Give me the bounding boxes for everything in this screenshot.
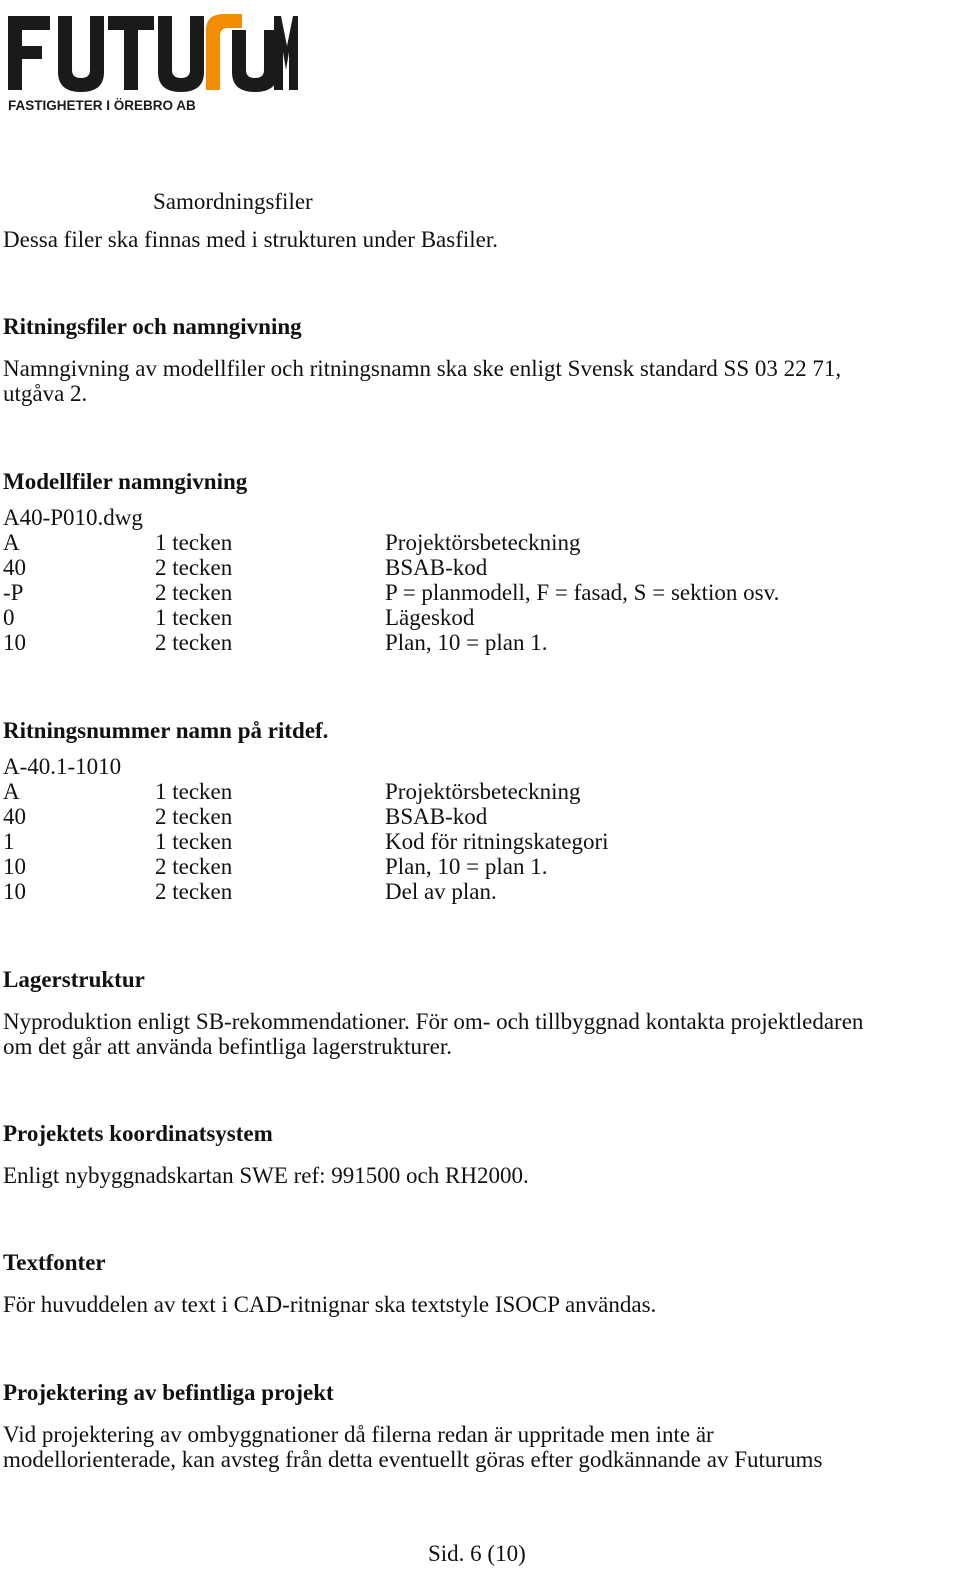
modellfiler-row-code: A [3,530,20,555]
ritningsnummer-row-length: 2 tecken [155,804,233,829]
modellfiler-row-length: 2 tecken [155,580,233,605]
heading-lagerstruktur: Lagerstruktur [3,967,145,992]
modellfiler-row-code: 10 [3,630,26,655]
modellfiler-row-description: BSAB-kod [385,555,488,580]
heading-textfonter: Textfonter [3,1250,106,1275]
lagerstruktur-text-line2: om det går att använda befintliga lagerstrukturer. [3,1034,452,1059]
ritningsnummer-row-code: 40 [3,804,26,829]
modellfiler-row-code: 40 [3,555,26,580]
ritningsnummer-row-length: 1 tecken [155,829,233,854]
modellfiler-row-length: 2 tecken [155,630,233,655]
befintliga-text-line2: modellorienterade, kan avsteg från detta eventuellt göras efter godkännande av Futurums [3,1447,823,1472]
ritningsnummer-row-description: BSAB-kod [385,804,488,829]
koordinatsystem-text: Enligt nybyggnadskartan SWE ref: 991500 och RH2000. [3,1163,529,1188]
heading-befintliga-projekt: Projektering av befintliga projekt [3,1380,334,1405]
page-number: Sid. 6 (10) [428,1541,526,1566]
ritningsnummer-row-description: Kod för ritningskategori [385,829,609,854]
heading-ritningsnummer: Ritningsnummer namn på ritdef. [3,718,329,743]
modellfiler-row-code: 0 [3,605,15,630]
ritningsnummer-row-length: 1 tecken [155,779,233,804]
section-title-samordningsfiler: Samordningsfiler [153,189,313,214]
ritningsnummer-row-code: 1 [3,829,15,854]
modellfiler-row-description: Lägeskod [385,605,475,630]
ritningsnummer-row-description: Del av plan. [385,879,497,904]
heading-ritningsfiler: Ritningsfiler och namngivning [3,314,302,339]
befintliga-text-line1: Vid projektering av ombyggnationer då filerna redan är uppritade men inte är [3,1422,714,1447]
ritningsnummer-row-length: 2 tecken [155,854,233,879]
heading-koordinatsystem: Projektets koordinatsystem [3,1121,273,1146]
modellfiler-example: A40-P010.dwg [3,505,143,530]
ritningsnummer-row-description: Projektörsbeteckning [385,779,581,804]
modellfiler-row-length: 2 tecken [155,555,233,580]
lagerstruktur-text-line1: Nyproduktion enligt SB-rekommendationer. För om- och tillbyggnad kontakta projektledaren [3,1009,864,1034]
modellfiler-row-length: 1 tecken [155,605,233,630]
ritningsfiler-text-line1: Namngivning av modellfiler och ritningsnamn ska ske enligt Svensk standard SS 03 22 71, [3,356,842,381]
modellfiler-row-code: -P [3,580,24,605]
modellfiler-row-length: 1 tecken [155,530,233,555]
modellfiler-row-description: P = planmodell, F = fasad, S = sektion osv. [385,580,780,605]
ritningsnummer-row-length: 2 tecken [155,879,233,904]
ritningsnummer-row-code: A [3,779,20,804]
ritningsnummer-example: A-40.1-1010 [3,754,122,779]
logo-tagline: FASTIGHETER I ÖREBRO AB [8,98,196,113]
heading-modellfiler: Modellfiler namngivning [3,469,248,494]
samordning-text: Dessa filer ska finnas med i strukturen under Basfiler. [3,227,499,252]
ritningsnummer-row-code: 10 [3,879,26,904]
futurum-logo [6,6,306,116]
ritningsfiler-text-line2: utgåva 2. [3,381,88,406]
ritningsnummer-row-code: 10 [3,854,26,879]
modellfiler-row-description: Plan, 10 = plan 1. [385,630,548,655]
modellfiler-row-description: Projektörsbeteckning [385,530,581,555]
ritningsnummer-row-description: Plan, 10 = plan 1. [385,854,548,879]
textfonter-text: För huvuddelen av text i CAD-ritnignar ska textstyle ISOCP användas. [3,1292,657,1317]
